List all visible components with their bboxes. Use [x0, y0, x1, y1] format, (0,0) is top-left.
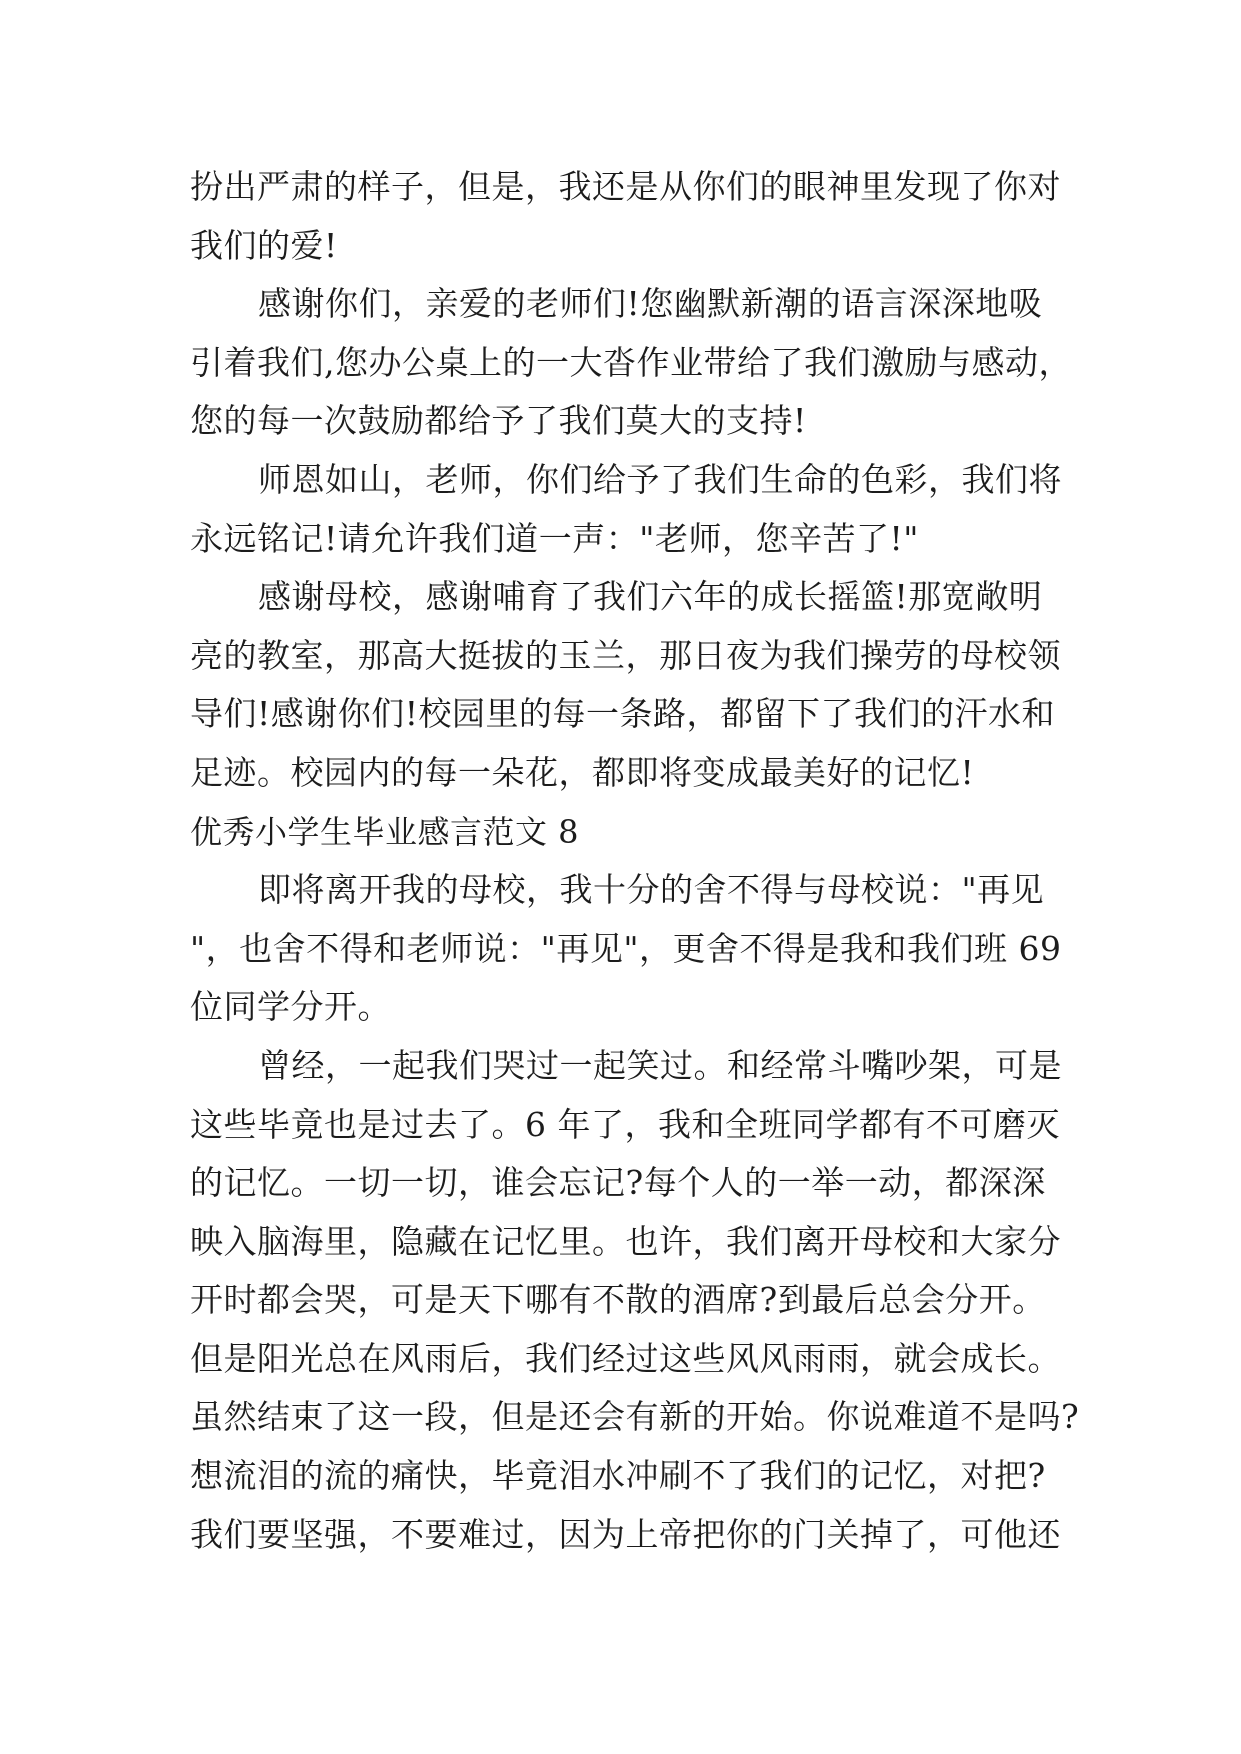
paragraph-first-line: 感谢你们，亲爱的老师们!您幽默新潮的语言深深地吸	[258, 284, 1043, 324]
text-line: 扮出严肃的样子，但是，我还是从你们的眼神里发现了你对	[190, 167, 1061, 206]
paragraph-first-line: 曾经，一起我们哭过一起笑过。和经常斗嘴吵架，可是	[258, 1045, 1062, 1085]
text-line: 映入脑海里，隐藏在记忆里。也许，我们离开母校和大家分	[190, 1221, 1061, 1261]
section-heading: 优秀小学生毕业感言范文 8	[190, 812, 580, 851]
text-line: 您的每一次鼓励都给予了我们莫大的支持!	[190, 401, 807, 441]
text-line: 想流泪的流的痛快，毕竟泪水冲刷不了我们的记忆，对把?	[190, 1456, 1046, 1496]
paragraph-first-line: 感谢母校，感谢哺育了我们六年的成长摇篮!那宽敞明	[258, 577, 1043, 617]
text-line: 我们要坚强，不要难过，因为上帝把你的门关掉了，可他还	[190, 1514, 1061, 1554]
text-line: 我们的爱!	[190, 225, 338, 265]
text-line: 导们!感谢你们!校园里的每一条路，都留下了我们的汗水和	[190, 694, 1056, 734]
text-line: 这些毕竟也是过去了。6 年了，我和全班同学都有不可磨灭	[190, 1104, 1060, 1144]
text-line: 引着我们,您办公桌上的一大沓作业带给了我们激励与感动，	[190, 342, 1072, 382]
paragraph-first-line: 即将离开我的母校，我十分的舍不得与母校说："再见	[258, 870, 1045, 910]
text-line: 但是阳光总在风雨后，我们经过这些风风雨雨，就会成长。	[190, 1338, 1061, 1378]
text-line: "，也舍不得和老师说："再见"，更舍不得是我和我们班 69	[190, 928, 1062, 968]
text-line: 永远铭记!请允许我们道一声："老师，您辛苦了!"	[190, 518, 919, 558]
text-line: 虽然结束了这一段，但是还会有新的开始。你说难道不是吗?	[190, 1397, 1080, 1437]
text-line: 开时都会哭，可是天下哪有不散的酒席?到最后总会分开。	[190, 1280, 1046, 1320]
text-line: 亮的教室，那高大挺拔的玉兰，那日夜为我们操劳的母校领	[190, 635, 1061, 675]
text-line: 位同学分开。	[190, 987, 391, 1027]
text-line: 的记忆。一切一切，谁会忘记?每个人的一举一动，都深深	[190, 1163, 1046, 1203]
paragraph-first-line: 师恩如山，老师，你们给予了我们生命的色彩，我们将	[258, 459, 1062, 499]
document-body	[190, 158, 1080, 1564]
text-line: 足迹。校园内的每一朵花，都即将变成最美好的记忆!	[190, 752, 975, 792]
